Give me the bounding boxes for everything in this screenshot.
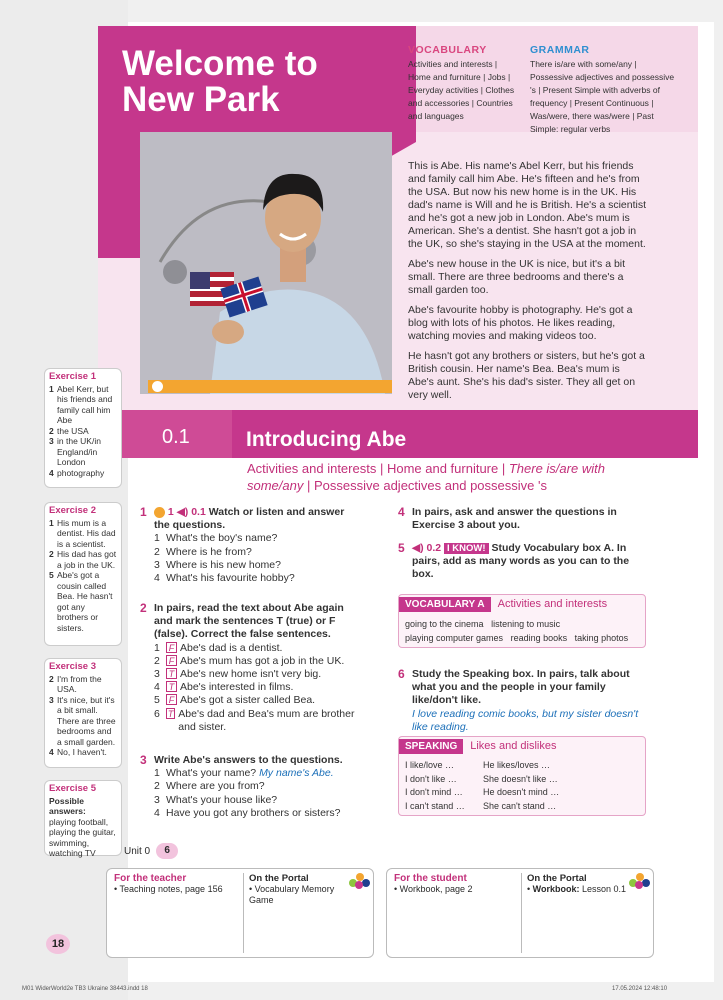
vocab-item: taking photos — [574, 633, 629, 643]
phrase: She doesn't like … — [483, 773, 558, 784]
answer-num: 1 — [49, 517, 54, 528]
exercise-1: 1 1 ◀) 0.1 Watch or listen and answer the questions. 1 What's the boy's name? 2 Where is he from? 3 Where is his new home? 4 What's his favourite hobby? — [140, 505, 345, 585]
exercise-5 — [398, 542, 646, 582]
video-progress-bar[interactable] — [148, 380, 392, 393]
phrase: I don't mind … — [405, 787, 463, 797]
audio-icon[interactable]: ◀) — [412, 542, 424, 554]
true-false-mark: T — [167, 708, 174, 719]
answer-text: playing football, playing the guitar, swimming, watching TV — [49, 816, 116, 858]
exercise-question: Write Abe's answers to the questions. — [154, 754, 343, 766]
lesson-subtitle: Activities and interests | Home and furniture | There is/are with some/any | Possessive adjectives and possessive 's — [247, 461, 605, 493]
story-paragraph: Abe's new house in the UK is nice, but it's a bit small. There are three bedrooms and there's a small garden too. — [408, 258, 626, 296]
exercise-2: 2 In pairs, read the text about Abe again and mark the sentences T (true) or F (false). Correct the false sentences. 1 F Abe's dad is a dentist. 2 F Abe's mum has got a job in the UK. 3 T Abe's new home isn't very big. 4 T Abe's interested in films. 5 F Abe's got a sister called Bea. 6 T Abe's dad and Bea's mum are brother and sister. — [140, 602, 362, 734]
exercise-number: 6 — [398, 667, 405, 681]
statement: Abe's interested in films. — [180, 681, 294, 694]
answers-exercise-3 — [44, 658, 122, 768]
vocabulary-summary — [408, 44, 520, 123]
answer-text: His dad has got a job in the UK. — [57, 549, 117, 570]
exercise-6 — [398, 668, 646, 734]
unit-footer — [124, 843, 178, 859]
answer-num: 3 — [49, 694, 54, 705]
answers-exercise-1 — [44, 368, 122, 488]
true-false-mark: F — [166, 655, 177, 666]
portal-label: Workbook: — [532, 884, 580, 894]
exercise-number: 5 — [398, 541, 405, 555]
lesson-title: Introducing Abe — [246, 428, 407, 451]
phrase: He likes/loves … — [483, 760, 551, 770]
question-item: What's the boy's name? — [166, 532, 278, 545]
story-text — [408, 160, 648, 409]
subtitle-part: Possessive adjectives and possessive 's — [313, 478, 547, 493]
answer-num: 4 — [49, 747, 54, 757]
answer-subtitle: Possible answers: — [49, 795, 86, 816]
portal-icon — [349, 873, 371, 889]
question-item: Have you got any brothers or sisters? — [166, 806, 341, 819]
phrase: I can't stand … — [405, 800, 465, 811]
portal-icon — [629, 873, 651, 889]
grammar-text: There is/are with some/any | Possessive adjectives and possessive 's | Present Simple with adverbs of frequency | Present Continuous | Was/were, there was/were | Past Simple: regular verbs — [530, 59, 675, 134]
answer-num: 4 — [49, 467, 54, 478]
true-false-mark: T — [166, 681, 177, 692]
true-false-mark: F — [166, 694, 177, 705]
statement: Abe's got a sister called Bea. — [180, 694, 316, 707]
vocab-item: listening to music — [491, 619, 561, 629]
portal-item[interactable]: Vocabulary Memory Game — [249, 884, 335, 905]
vocabulary-box — [398, 594, 646, 648]
exercise-3: 3 Write Abe's answers to the questions. 1 What's your name? My name's Abe. 2 Where are you from? 3 What's your house like? 4 Have you got any brothers or sisters? — [140, 753, 343, 819]
grammar-label: GRAMMAR — [530, 44, 590, 56]
i-know-badge: I KNOW! — [444, 543, 489, 554]
question-item: Where are you from? — [166, 780, 265, 793]
abe-photo — [140, 132, 392, 394]
print-date: 17.05.2024 12:48:10 — [612, 986, 668, 992]
unit-label: Unit 0 — [124, 845, 151, 857]
question-item: What's his favourite hobby? — [166, 572, 295, 585]
unit-page-number: 6 — [156, 843, 178, 859]
grammar-summary — [530, 44, 675, 136]
subtitle-part: Home and furniture — [386, 461, 499, 476]
answer-title: Exercise 1 — [49, 371, 97, 382]
answer-text: Abel Kerr, but his friends and family call him Abe — [57, 383, 113, 425]
answer-text: the USA — [57, 425, 89, 436]
exercise-question: Study Vocabulary box A. In pairs, add as many words as you can to the box. — [412, 542, 630, 581]
answer-num: 5 — [49, 570, 54, 580]
example-answer: I love reading comic books, but my sister doesn't like reading. — [412, 707, 639, 733]
play-icon[interactable] — [152, 381, 163, 392]
true-false-mark: F — [166, 642, 177, 653]
vocabulary-text: Activities and interests | Home and furniture | Jobs | Everyday activities | Clothes and accessories | Countries and languages — [408, 59, 515, 121]
answer-num: 2 — [49, 425, 54, 436]
question-item: Where is his new home? — [166, 558, 281, 571]
box-tag: SPEAKING — [399, 739, 463, 754]
student-resources: For the student • Workbook, page 2 On the Portal • Workbook: Lesson 0.1 — [386, 868, 654, 958]
speaking-box — [398, 736, 646, 816]
box-tag: VOCABULARY A — [399, 597, 491, 612]
phrase: He doesn't mind … — [483, 787, 560, 797]
answer-text: in the UK/in England/in London — [57, 436, 101, 467]
answers-exercise-5 — [44, 780, 122, 856]
answer-num: 3 — [49, 436, 54, 446]
question-item: What's your house like? — [166, 793, 278, 806]
answer-text: photography — [57, 467, 105, 478]
video-number: 1 — [167, 506, 174, 518]
resource-item[interactable]: Teaching notes, page 156 — [119, 884, 223, 894]
audio-track: 0.2 — [426, 542, 442, 554]
subtitle-part: There is/are with some/any — [247, 461, 605, 493]
vocab-item: playing computer games — [405, 633, 504, 643]
true-false-mark: T — [166, 668, 177, 679]
answer-title: Exercise 2 — [49, 505, 97, 516]
question-item: Where is he from? — [166, 545, 252, 558]
answer-text: His mum is a dentist. His dad is a scientist. — [57, 517, 116, 549]
answer-num: 1 — [49, 383, 54, 394]
answer-text: It's nice, but it's a bit small. There are three bedrooms and a small garden. — [57, 694, 116, 747]
answer-title: Exercise 5 — [49, 783, 97, 794]
video-icon[interactable] — [154, 507, 165, 518]
answer-text: I'm from the USA. — [57, 673, 102, 694]
story-paragraph: Abe's favourite hobby is photography. He's got a blog with lots of his photos. He likes reading, watching movies and making videos too. — [408, 304, 633, 342]
vocab-item: reading books — [510, 633, 568, 643]
teacher-resources: For the teacher • Teaching notes, page 156 On the Portal • Vocabulary Memory Game — [106, 868, 374, 958]
resource-item[interactable]: Workbook, page 2 — [399, 884, 473, 894]
audio-track: 0.1 — [191, 506, 206, 518]
exercise-number: 1 — [140, 505, 147, 519]
answer-title: Exercise 3 — [49, 661, 97, 672]
box-title: Activities and interests — [497, 598, 608, 610]
exercise-number: 4 — [398, 505, 405, 519]
statement: Abe's mum has got a job in the UK. — [180, 654, 345, 667]
story-paragraph: This is Abe. His name's Abel Kerr, but his friends and family call him Abe. He's fifteen and he's from the USA. But now his new home is in the UK. His dad's name is Will and he is British. He's a scientist and he's got a new job in London. Abe's mum is American. She's a dentist. She hasn't got a job in the UK, so she's staying in the USA at the moment. — [408, 160, 647, 250]
vocab-item: going to the cinema — [405, 619, 484, 629]
question-item: What's your name? — [166, 767, 257, 780]
subtitle-part: Activities and interests — [247, 461, 377, 476]
lesson-number: 0.1 — [162, 426, 190, 448]
exercise-question: Watch or listen and answer the questions. — [154, 506, 345, 532]
answer-text: No, I haven't. — [57, 747, 107, 757]
vocabulary-label: VOCABULARY — [408, 44, 487, 56]
example-answer: My name's Abe. — [259, 767, 334, 780]
answer-num: 2 — [49, 549, 54, 559]
resource-title: For the teacher — [114, 873, 187, 884]
print-slug: M01 WiderWorld2e TB3 Ukraine 38443.indd 18 — [22, 986, 148, 992]
box-title: Likes and dislikes — [470, 740, 557, 752]
exercise-number: 3 — [140, 753, 147, 767]
statement: Abe's dad and Bea's mum are brother and sister. — [178, 707, 355, 733]
audio-icon[interactable]: ◀) — [176, 506, 189, 518]
photo-illustration — [140, 132, 392, 394]
portal-item[interactable]: Lesson 0.1 — [582, 884, 627, 894]
answer-num: 2 — [49, 673, 54, 684]
portal-title: On the Portal — [249, 873, 309, 884]
phrase: I like/love … — [405, 760, 455, 770]
statement: Abe's new home isn't very big. — [180, 668, 322, 681]
page-number: 18 — [46, 934, 70, 954]
portal-title: On the Portal — [527, 873, 587, 884]
exercise-question: In pairs, read the text about Abe again and mark the sentences T (true) or F (false). Correct the false sentences. — [154, 602, 344, 641]
statement: Abe's dad is a dentist. — [180, 641, 283, 654]
phrase: She can't stand … — [483, 800, 557, 811]
exercise-4 — [398, 506, 646, 532]
answer-text: Abe's got a cousin called Bea. He hasn't got any brothers or sisters. — [57, 570, 113, 633]
phrase: I don't like … — [405, 773, 457, 784]
story-paragraph: He hasn't got any brothers or sisters, but he's got a British cousin. Her name's Bea. Bea's mum is Abe's aunt. She's his dad's sister. They all get on very well. — [408, 350, 645, 401]
exercise-number: 2 — [140, 601, 147, 615]
exercise-question: In pairs, ask and answer the questions in Exercise 3 about you. — [412, 506, 617, 532]
exercise-question: Study the Speaking box. In pairs, talk about what you and the people in your family like/don't like. — [412, 668, 630, 707]
page-title: Welcome to New Park — [122, 44, 318, 119]
resource-title: For the student — [394, 873, 467, 884]
answers-exercise-2 — [44, 502, 122, 646]
